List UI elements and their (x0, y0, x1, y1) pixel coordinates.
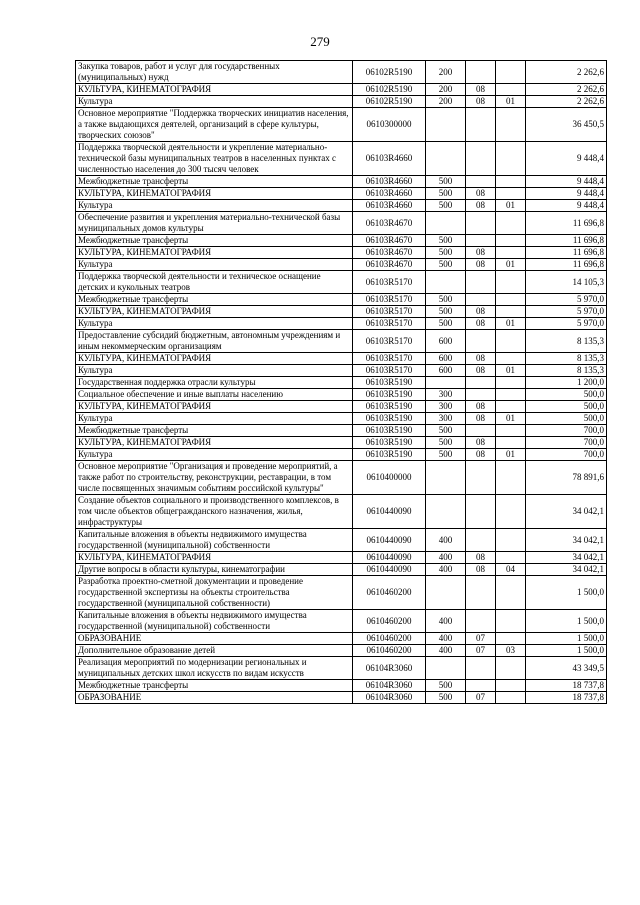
expense-type-cell: 200 (426, 61, 466, 84)
target-code-cell: 06104R3060 (353, 692, 426, 704)
section-cell: 08 (466, 84, 496, 96)
expense-type-cell: 400 (426, 529, 466, 552)
subsection-cell (496, 692, 526, 704)
row-name-cell: КУЛЬТУРА, КИНЕМАТОГРАФИЯ (76, 84, 353, 96)
table-row (76, 633, 607, 645)
table-row (76, 247, 607, 259)
expense-type-cell: 400 (426, 564, 466, 576)
section-cell (466, 271, 496, 294)
section-cell: 08 (466, 437, 496, 449)
expense-type-cell: 600 (426, 330, 466, 353)
subsection-cell (496, 610, 526, 633)
amount-cell: 9 448,4 (526, 200, 607, 212)
amount-cell: 5 970,0 (526, 306, 607, 318)
subsection-cell (496, 425, 526, 437)
expense-type-cell: 500 (426, 680, 466, 692)
target-code-cell: 06103R5190 (353, 389, 426, 401)
table-row (76, 576, 607, 610)
expense-type-cell (426, 657, 466, 680)
target-code-cell: 06103R5170 (353, 330, 426, 353)
table-row (76, 330, 607, 353)
subsection-cell (496, 306, 526, 318)
subsection-cell (496, 235, 526, 247)
target-code-cell: 0610460200 (353, 645, 426, 657)
subsection-cell (496, 633, 526, 645)
table-row (76, 564, 607, 576)
section-cell (466, 425, 496, 437)
section-cell: 08 (466, 365, 496, 377)
expense-type-cell (426, 271, 466, 294)
section-cell: 08 (466, 552, 496, 564)
section-cell: 08 (466, 200, 496, 212)
row-name-cell: КУЛЬТУРА, КИНЕМАТОГРАФИЯ (76, 552, 353, 564)
section-cell: 08 (466, 259, 496, 271)
subsection-cell: 03 (496, 645, 526, 657)
row-name-cell: Государственная поддержка отрасли культуры (76, 377, 353, 389)
section-cell: 08 (466, 306, 496, 318)
target-code-cell: 06103R5190 (353, 425, 426, 437)
amount-cell: 11 696,8 (526, 247, 607, 259)
budget-table-body (76, 61, 607, 704)
section-cell: 08 (466, 318, 496, 330)
subsection-cell: 01 (496, 413, 526, 425)
amount-cell: 11 696,8 (526, 235, 607, 247)
table-row (76, 657, 607, 680)
expense-type-cell (426, 108, 466, 142)
target-code-cell: 06103R5190 (353, 377, 426, 389)
target-code-cell: 0610440090 (353, 552, 426, 564)
expense-type-cell: 300 (426, 389, 466, 401)
section-cell: 07 (466, 692, 496, 704)
target-code-cell: 06103R5170 (353, 306, 426, 318)
section-cell: 08 (466, 401, 496, 413)
expense-type-cell: 500 (426, 318, 466, 330)
expense-type-cell (426, 461, 466, 495)
amount-cell: 5 970,0 (526, 318, 607, 330)
subsection-cell (496, 84, 526, 96)
target-code-cell: 06103R4670 (353, 259, 426, 271)
expense-type-cell: 500 (426, 200, 466, 212)
subsection-cell (496, 495, 526, 529)
subsection-cell (496, 330, 526, 353)
subsection-cell: 01 (496, 200, 526, 212)
expense-type-cell: 400 (426, 645, 466, 657)
subsection-cell: 01 (496, 365, 526, 377)
table-row (76, 306, 607, 318)
amount-cell: 1 500,0 (526, 633, 607, 645)
subsection-cell: 01 (496, 259, 526, 271)
table-row (76, 401, 607, 413)
table-row (76, 437, 607, 449)
table-row (76, 552, 607, 564)
row-name-cell: Другие вопросы в области культуры, кинематографии (76, 564, 353, 576)
row-name-cell: Культура (76, 449, 353, 461)
amount-cell: 2 262,6 (526, 61, 607, 84)
amount-cell: 9 448,4 (526, 142, 607, 176)
target-code-cell: 06103R5170 (353, 318, 426, 330)
subsection-cell (496, 108, 526, 142)
table-row (76, 461, 607, 495)
row-name-cell: Закупка товаров, работ и услуг для государственных (муниципальных) нужд (76, 61, 353, 84)
expense-type-cell (426, 495, 466, 529)
row-name-cell: КУЛЬТУРА, КИНЕМАТОГРАФИЯ (76, 306, 353, 318)
section-cell: 07 (466, 645, 496, 657)
expense-type-cell (426, 212, 466, 235)
amount-cell: 18 737,8 (526, 692, 607, 704)
target-code-cell: 0610300000 (353, 108, 426, 142)
subsection-cell: 04 (496, 564, 526, 576)
row-name-cell: Культура (76, 413, 353, 425)
row-name-cell: ОБРАЗОВАНИЕ (76, 633, 353, 645)
target-code-cell: 06102R5190 (353, 61, 426, 84)
section-cell (466, 657, 496, 680)
amount-cell: 8 135,3 (526, 353, 607, 365)
amount-cell: 2 262,6 (526, 96, 607, 108)
row-name-cell: Межбюджетные трансферты (76, 294, 353, 306)
amount-cell: 5 970,0 (526, 294, 607, 306)
target-code-cell: 06103R5190 (353, 413, 426, 425)
row-name-cell: Дополнительное образование детей (76, 645, 353, 657)
section-cell (466, 212, 496, 235)
expense-type-cell: 500 (426, 294, 466, 306)
section-cell (466, 142, 496, 176)
row-name-cell: ОБРАЗОВАНИЕ (76, 692, 353, 704)
table-row (76, 692, 607, 704)
row-name-cell: Культура (76, 96, 353, 108)
amount-cell: 1 500,0 (526, 610, 607, 633)
amount-cell: 78 891,6 (526, 461, 607, 495)
target-code-cell: 0610460200 (353, 576, 426, 610)
section-cell (466, 389, 496, 401)
section-cell: 08 (466, 564, 496, 576)
amount-cell: 8 135,3 (526, 365, 607, 377)
amount-cell: 34 042,1 (526, 552, 607, 564)
subsection-cell (496, 212, 526, 235)
table-row (76, 449, 607, 461)
row-name-cell: КУЛЬТУРА, КИНЕМАТОГРАФИЯ (76, 437, 353, 449)
subsection-cell (496, 552, 526, 564)
subsection-cell: 01 (496, 449, 526, 461)
amount-cell: 9 448,4 (526, 188, 607, 200)
expense-type-cell: 600 (426, 365, 466, 377)
section-cell: 08 (466, 449, 496, 461)
subsection-cell: 01 (496, 96, 526, 108)
table-row (76, 96, 607, 108)
subsection-cell (496, 389, 526, 401)
amount-cell: 9 448,4 (526, 176, 607, 188)
target-code-cell: 0610440090 (353, 564, 426, 576)
row-name-cell: Предоставление субсидий бюджетным, автономным учреждениям и иным некоммерческим организациям (76, 330, 353, 353)
table-row (76, 610, 607, 633)
table-row (76, 294, 607, 306)
table-row (76, 271, 607, 294)
row-name-cell: КУЛЬТУРА, КИНЕМАТОГРАФИЯ (76, 353, 353, 365)
section-cell: 08 (466, 353, 496, 365)
target-code-cell: 06103R4670 (353, 235, 426, 247)
section-cell: 07 (466, 633, 496, 645)
subsection-cell (496, 401, 526, 413)
table-row (76, 645, 607, 657)
expense-type-cell: 500 (426, 188, 466, 200)
expense-type-cell: 500 (426, 235, 466, 247)
table-row (76, 259, 607, 271)
target-code-cell: 06103R5190 (353, 449, 426, 461)
amount-cell: 700,0 (526, 449, 607, 461)
target-code-cell: 06103R5170 (353, 365, 426, 377)
table-row (76, 389, 607, 401)
row-name-cell: КУЛЬТУРА, КИНЕМАТОГРАФИЯ (76, 247, 353, 259)
table-row (76, 318, 607, 330)
amount-cell: 18 737,8 (526, 680, 607, 692)
table-row (76, 61, 607, 84)
row-name-cell: Межбюджетные трансферты (76, 680, 353, 692)
subsection-cell (496, 576, 526, 610)
expense-type-cell: 500 (426, 437, 466, 449)
amount-cell: 8 135,3 (526, 330, 607, 353)
section-cell (466, 610, 496, 633)
target-code-cell: 06104R3060 (353, 657, 426, 680)
row-name-cell: КУЛЬТУРА, КИНЕМАТОГРАФИЯ (76, 401, 353, 413)
section-cell (466, 330, 496, 353)
budget-table (75, 60, 607, 704)
row-name-cell: Поддержка творческой деятельности и техническое оснащение детских и кукольных театров (76, 271, 353, 294)
expense-type-cell (426, 142, 466, 176)
table-row (76, 176, 607, 188)
table-row (76, 235, 607, 247)
subsection-cell (496, 529, 526, 552)
row-name-cell: Капитальные вложения в объекты недвижимого имущества государственной (муниципальной) собственности (76, 610, 353, 633)
section-cell (466, 108, 496, 142)
amount-cell: 11 696,8 (526, 259, 607, 271)
target-code-cell: 0610460200 (353, 633, 426, 645)
amount-cell: 34 042,1 (526, 529, 607, 552)
table-row (76, 212, 607, 235)
row-name-cell: КУЛЬТУРА, КИНЕМАТОГРАФИЯ (76, 188, 353, 200)
subsection-cell (496, 353, 526, 365)
section-cell: 08 (466, 413, 496, 425)
amount-cell: 34 042,1 (526, 564, 607, 576)
subsection-cell (496, 271, 526, 294)
target-code-cell: 06103R4660 (353, 142, 426, 176)
row-name-cell: Культура (76, 318, 353, 330)
expense-type-cell: 300 (426, 401, 466, 413)
section-cell (466, 529, 496, 552)
row-name-cell: Социальное обеспечение и иные выплаты населению (76, 389, 353, 401)
amount-cell: 500,0 (526, 401, 607, 413)
amount-cell: 2 262,6 (526, 84, 607, 96)
row-name-cell: Капитальные вложения в объекты недвижимого имущества государственной (муниципальной) собственности (76, 529, 353, 552)
expense-type-cell: 400 (426, 610, 466, 633)
expense-type-cell: 500 (426, 306, 466, 318)
table-row (76, 680, 607, 692)
target-code-cell: 06104R3060 (353, 680, 426, 692)
row-name-cell: Реализация мероприятий по модернизации региональных и муниципальных детских школ искусств по видам искусств (76, 657, 353, 680)
target-code-cell: 0610400000 (353, 461, 426, 495)
table-row (76, 353, 607, 365)
row-name-cell: Основное мероприятие "Поддержка творческих инициатив населения, а также выдающихся деятелей, организаций в сфере культуры, творческих союзов" (76, 108, 353, 142)
expense-type-cell (426, 576, 466, 610)
subsection-cell: 01 (496, 318, 526, 330)
target-code-cell: 06103R4660 (353, 188, 426, 200)
expense-type-cell: 400 (426, 633, 466, 645)
section-cell (466, 377, 496, 389)
row-name-cell: Культура (76, 365, 353, 377)
subsection-cell (496, 294, 526, 306)
target-code-cell: 06103R5190 (353, 437, 426, 449)
table-row (76, 108, 607, 142)
subsection-cell (496, 188, 526, 200)
target-code-cell: 06103R5170 (353, 294, 426, 306)
amount-cell: 14 105,3 (526, 271, 607, 294)
section-cell (466, 461, 496, 495)
section-cell (466, 235, 496, 247)
amount-cell: 1 500,0 (526, 645, 607, 657)
target-code-cell: 06103R4660 (353, 176, 426, 188)
target-code-cell: 06102R5190 (353, 96, 426, 108)
target-code-cell: 0610460200 (353, 610, 426, 633)
row-name-cell: Поддержка творческой деятельности и укрепление материально-технической базы муниципальных театров в населенных пунктах с численностью населения до 300 тысяч человек (76, 142, 353, 176)
row-name-cell: Межбюджетные трансферты (76, 235, 353, 247)
expense-type-cell: 200 (426, 96, 466, 108)
amount-cell: 36 450,5 (526, 108, 607, 142)
expense-type-cell: 400 (426, 552, 466, 564)
expense-type-cell: 200 (426, 84, 466, 96)
target-code-cell: 06102R5190 (353, 84, 426, 96)
section-cell (466, 576, 496, 610)
expense-type-cell: 500 (426, 176, 466, 188)
target-code-cell: 06103R5190 (353, 401, 426, 413)
subsection-cell (496, 680, 526, 692)
target-code-cell: 0610440090 (353, 495, 426, 529)
row-name-cell: Разработка проектно-сметной документации и проведение государственной экспертизы на объекты строительства государственной (муниципальной собственности) (76, 576, 353, 610)
table-row (76, 188, 607, 200)
expense-type-cell: 500 (426, 692, 466, 704)
subsection-cell (496, 176, 526, 188)
table-row (76, 365, 607, 377)
row-name-cell: Культура (76, 259, 353, 271)
row-name-cell: Межбюджетные трансферты (76, 176, 353, 188)
target-code-cell: 06103R4670 (353, 212, 426, 235)
target-code-cell: 06103R5170 (353, 353, 426, 365)
target-code-cell: 0610440090 (353, 529, 426, 552)
expense-type-cell: 600 (426, 353, 466, 365)
amount-cell: 34 042,1 (526, 495, 607, 529)
expense-type-cell: 500 (426, 247, 466, 259)
table-row (76, 377, 607, 389)
target-code-cell: 06103R4670 (353, 247, 426, 259)
table-row (76, 529, 607, 552)
expense-type-cell: 300 (426, 413, 466, 425)
table-row (76, 495, 607, 529)
section-cell (466, 294, 496, 306)
row-name-cell: Основное мероприятие "Организация и проведение мероприятий, а также работ по строительству, реконструкции, реставрации, в том числе посвященных значимым событиям российской культуры" (76, 461, 353, 495)
section-cell: 08 (466, 247, 496, 259)
amount-cell: 1 500,0 (526, 576, 607, 610)
table-row (76, 142, 607, 176)
subsection-cell (496, 461, 526, 495)
table-row (76, 425, 607, 437)
subsection-cell (496, 377, 526, 389)
section-cell: 08 (466, 96, 496, 108)
target-code-cell: 06103R5170 (353, 271, 426, 294)
row-name-cell: Межбюджетные трансферты (76, 425, 353, 437)
section-cell: 08 (466, 188, 496, 200)
table-row (76, 413, 607, 425)
table-row (76, 200, 607, 212)
table-row (76, 84, 607, 96)
amount-cell: 43 349,5 (526, 657, 607, 680)
section-cell (466, 680, 496, 692)
section-cell (466, 176, 496, 188)
section-cell (466, 61, 496, 84)
subsection-cell (496, 61, 526, 84)
amount-cell: 700,0 (526, 437, 607, 449)
amount-cell: 500,0 (526, 389, 607, 401)
amount-cell: 500,0 (526, 413, 607, 425)
amount-cell: 1 200,0 (526, 377, 607, 389)
row-name-cell: Создание объектов социального и производственного комплексов, в том числе объектов общегражданского назначения, жилья, инфраструктуры (76, 495, 353, 529)
row-name-cell: Обеспечение развития и укрепления материально-технической базы муниципальных домов культуры (76, 212, 353, 235)
expense-type-cell: 500 (426, 449, 466, 461)
row-name-cell: Культура (76, 200, 353, 212)
subsection-cell (496, 657, 526, 680)
subsection-cell (496, 142, 526, 176)
expense-type-cell: 500 (426, 425, 466, 437)
expense-type-cell: 500 (426, 259, 466, 271)
target-code-cell: 06103R4660 (353, 200, 426, 212)
expense-type-cell (426, 377, 466, 389)
subsection-cell (496, 247, 526, 259)
amount-cell: 700,0 (526, 425, 607, 437)
page-number: 279 (310, 34, 330, 49)
section-cell (466, 495, 496, 529)
amount-cell: 11 696,8 (526, 212, 607, 235)
subsection-cell (496, 437, 526, 449)
